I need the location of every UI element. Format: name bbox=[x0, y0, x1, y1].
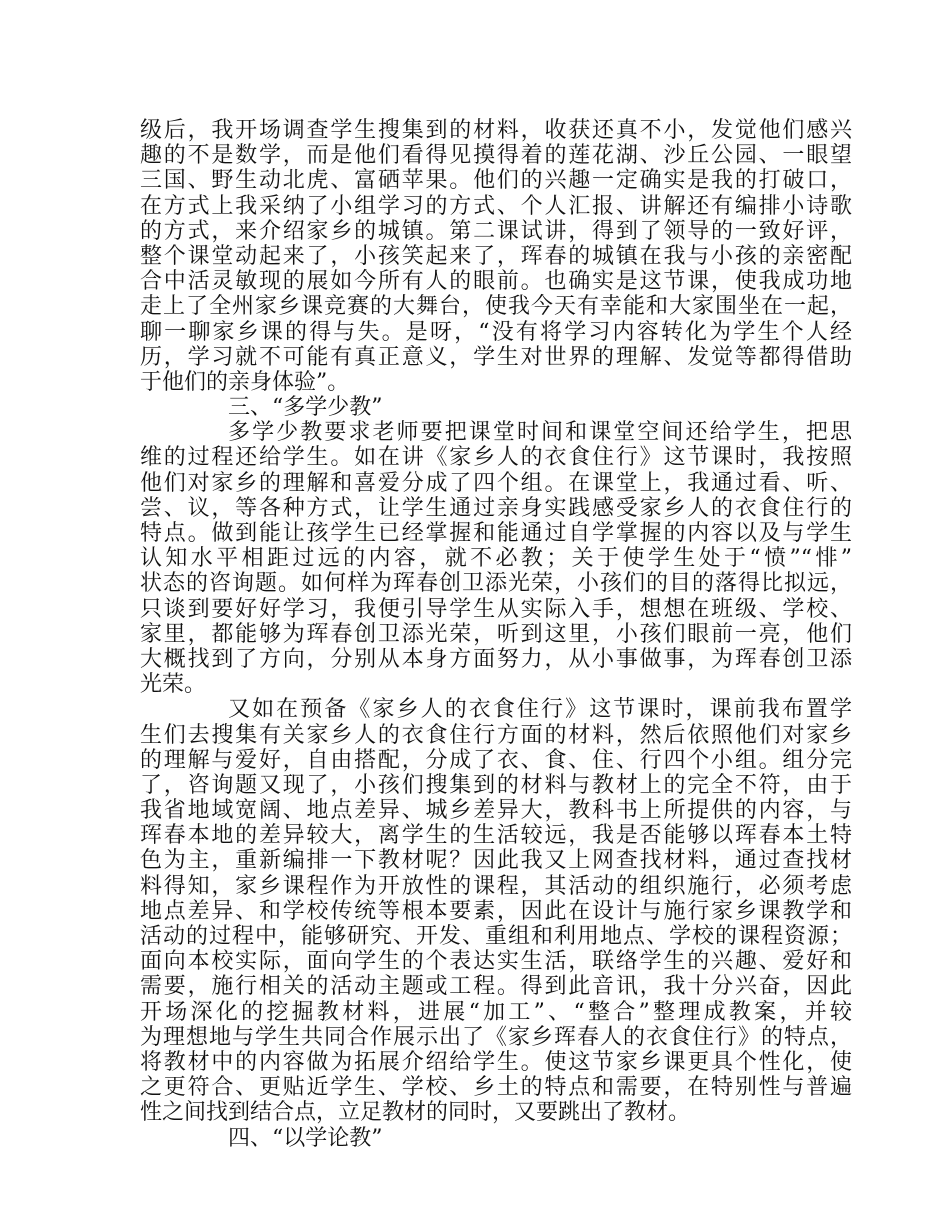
text-line: 历，学习就不可能有真正意义，学生对世界的理解、发觉等都得借助 bbox=[140, 344, 852, 370]
paragraph-2 bbox=[140, 420, 852, 697]
text-line: 尝、议，等各种方式，让学生通过亲身实践感受家乡人的衣食住行的 bbox=[140, 495, 852, 521]
text-line: 之更符合、更贴近学生、学校、乡土的特点和需要，在特别性与普遍 bbox=[140, 1075, 852, 1101]
text-line: 需要，施行相关的活动主题或工程。得到此音讯，我十分兴奋，因此 bbox=[140, 974, 852, 1000]
text-line: 我省地域宽阔、地点差异、城乡差异大，教科书上所提供的内容，与 bbox=[140, 798, 852, 824]
text-line: 将教材中的内容做为拓展介绍给学生。使这节家乡课更具个性化，使 bbox=[140, 1049, 852, 1075]
text-line: 状态的咨询题。如何样为珲春创卫添光荣，小孩们的目的落得比拟远， bbox=[140, 571, 852, 597]
paragraph-3 bbox=[140, 697, 852, 1125]
text-line: 级后，我开场调查学生搜集到的材料，收获还真不小，发觉他们感兴 bbox=[140, 118, 852, 143]
text-line: 生们去搜集有关家乡人的衣食住行方面的材料，然后依照他们对家乡 bbox=[140, 722, 852, 748]
text-line: 在方式上我采纳了小组学习的方式、个人汇报、讲解还有编排小诗歌 bbox=[140, 193, 852, 219]
text-line: 面向本校实际，面向学生的个表达实生活，联络学生的兴趣、爱好和 bbox=[140, 949, 852, 975]
text-line: 他们对家乡的理解和喜爱分成了四个组。在课堂上，我通过看、听、 bbox=[140, 470, 852, 496]
text-line: 趣的不是数学，而是他们看得见摸得着的莲花湖、沙丘公园、一眼望 bbox=[140, 143, 852, 169]
section-heading-3 bbox=[140, 395, 852, 420]
text-line: 聊一聊家乡课的得与失。是呀，“没有将学习内容转化为学生个人经 bbox=[140, 319, 852, 345]
text-line: 特点。做到能让孩学生已经掌握和能通过自学掌握的内容以及与学生 bbox=[140, 521, 852, 546]
heading-text: 三、“多学少教” bbox=[228, 395, 383, 421]
text-line: 认知水平相距过远的内容，就不必教；关于使学生处于“愤”“悱” bbox=[140, 546, 852, 572]
text-line: 光荣。 bbox=[140, 672, 207, 698]
document-page bbox=[140, 118, 852, 1151]
text-line: 走上了全州家乡课竞赛的大舞台，使我今天有幸能和大家围坐在一起， bbox=[140, 294, 852, 320]
text-line: 整个课堂动起来了，小孩笑起来了，珲春的城镇在我与小孩的亲密配 bbox=[140, 243, 852, 269]
heading-text: 四、“以学论教” bbox=[228, 1125, 383, 1151]
text-line: 多学少教要求老师要把课堂时间和课堂空间还给学生，把思 bbox=[228, 420, 852, 446]
text-line: 料得知，家乡课程作为开放性的课程，其活动的组织施行，必须考虑 bbox=[140, 873, 852, 899]
text-line: 维的过程还给学生。如在讲《家乡人的衣食住行》这节课时，我按照 bbox=[140, 445, 852, 471]
text-line: 于他们的亲身体验”。 bbox=[140, 369, 350, 395]
text-line: 地点差异、和学校传统等根本要素，因此在设计与施行家乡课教学和 bbox=[140, 898, 852, 924]
text-line: 三国、野生动北虎、富硒苹果。他们的兴趣一定确实是我的打破口， bbox=[140, 168, 852, 194]
text-line: 家里，都能够为珲春创卫添光荣，听到这里，小孩们眼前一亮，他们 bbox=[140, 621, 852, 647]
text-line: 的理解与爱好，自由搭配，分成了衣、食、住、行四个小组。组分完 bbox=[140, 747, 852, 773]
text-line: 性之间找到结合点，立足教材的同时，又要跳出了教材。 bbox=[140, 1100, 691, 1126]
text-line: 又如在预备《家乡人的衣食住行》这节课时，课前我布置学 bbox=[228, 697, 852, 723]
section-heading-4 bbox=[140, 1126, 852, 1151]
text-line: 了，咨询题又现了，小孩们搜集到的材料与教材上的完全不符，由于 bbox=[140, 772, 852, 798]
paragraph-1 bbox=[140, 118, 852, 395]
text-line: 开场深化的挖掘教材料，进展“加工”、“整合”整理成教案，并较 bbox=[140, 999, 852, 1025]
text-line: 为理想地与学生共同合作展示出了《家乡珲春人的衣食住行》的特点， bbox=[140, 1024, 852, 1050]
text-line: 活动的过程中，能够研究、开发、重组和利用地点、学校的课程资源； bbox=[140, 924, 852, 949]
text-line: 合中活灵敏现的展如今所有人的眼前。也确实是这节课，使我成功地 bbox=[140, 269, 852, 295]
text-line: 的方式，来介绍家乡的城镇。第二课试讲，得到了领导的一致好评， bbox=[140, 218, 852, 244]
text-line: 色为主，重新编排一下教材呢？因此我又上网查找材料，通过查找材 bbox=[140, 848, 852, 874]
text-line: 只谈到要好好学习，我便引导学生从实际入手，想想在班级、学校、 bbox=[140, 596, 852, 622]
text-line: 珲春本地的差异较大，离学生的生活较远，我是否能够以珲春本土特 bbox=[140, 823, 852, 849]
text-line: 大概找到了方向，分别从本身方面努力，从小事做事，为珲春创卫添 bbox=[140, 646, 852, 672]
